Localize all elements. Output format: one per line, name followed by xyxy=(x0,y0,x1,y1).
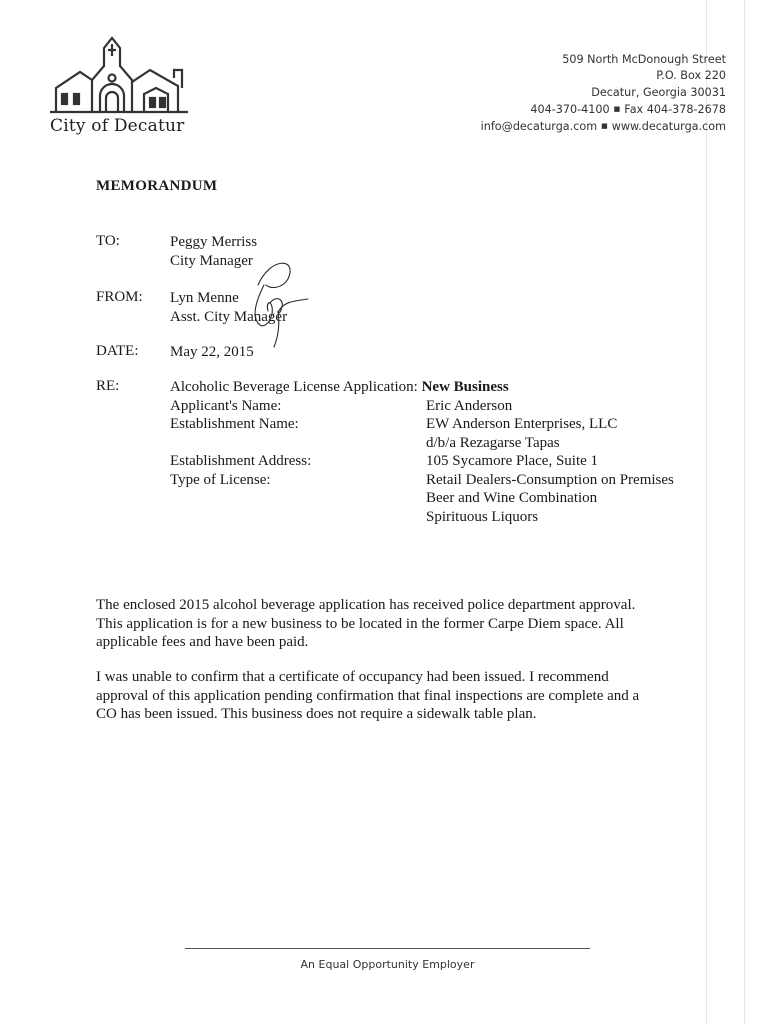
from-name: Lyn Menne xyxy=(170,290,239,306)
paragraph-line: approval of this application pending confirmation that final inspections are complete and a xyxy=(96,687,640,704)
paragraph-line: I was unable to confirm that a certificate of occupancy had been issued. I recommend xyxy=(96,669,609,685)
body-paragraph-1 xyxy=(96,596,696,652)
license-value: Retail Dealers-Consumption on Premises xyxy=(426,471,674,488)
establishment-label: Establishment Name: xyxy=(170,416,299,432)
to-name: Peggy Merriss xyxy=(170,234,258,250)
from-title: Asst. City Manager xyxy=(170,308,288,325)
paragraph-line: applicable fees and have been paid. xyxy=(96,634,309,651)
establishment-value: EW Anderson Enterprises, LLC xyxy=(426,416,618,432)
org-name: City of Decatur xyxy=(50,116,185,136)
re-subject: Alcoholic Beverage License Application: xyxy=(170,379,418,395)
to-label: TO: xyxy=(96,233,120,249)
address-line: P.O. Box 220 xyxy=(656,69,726,83)
bullet-icon: ■ xyxy=(601,122,608,131)
memo-title: MEMORANDUM xyxy=(96,178,218,194)
re-label: RE: xyxy=(96,378,120,394)
city-logo xyxy=(48,30,198,138)
license-label: Type of License: xyxy=(170,471,271,488)
from-label: FROM: xyxy=(96,289,143,305)
paragraph-line: The enclosed 2015 alcohol beverage application has received police department approval. xyxy=(96,597,636,613)
license-value: Spirituous Liquors xyxy=(426,508,539,525)
scan-artifact xyxy=(706,0,707,1024)
date-label: DATE: xyxy=(96,343,139,359)
to-title: City Manager xyxy=(170,252,253,269)
establishment-dba: d/b/a Rezagarse Tapas xyxy=(426,434,560,451)
phone-number: 404-370-4100 xyxy=(530,102,610,116)
address-line: Decatur, Georgia 30031 xyxy=(591,85,726,99)
paragraph-line: This application is for a new business to be located in the former Carpe Diem space. All xyxy=(96,615,624,632)
phone-fax-line xyxy=(481,101,726,118)
address-line: 509 North McDonough Street xyxy=(562,53,726,66)
fax-number: Fax 404-378-2678 xyxy=(624,102,726,116)
footer-text: An Equal Opportunity Employer xyxy=(300,958,475,971)
signature-icon xyxy=(240,255,320,350)
re-subject-line xyxy=(170,378,509,397)
email: info@decaturga.com xyxy=(480,120,598,134)
city-buildings-logo-icon xyxy=(48,30,198,118)
contact-line xyxy=(481,118,726,135)
footer-divider xyxy=(185,948,590,949)
date-value: May 22, 2015 xyxy=(170,344,254,360)
website: www.decaturga.com xyxy=(611,120,726,134)
applicant-value: Eric Anderson xyxy=(426,397,513,414)
address-value: 105 Sycamore Place, Suite 1 xyxy=(426,453,599,469)
bullet-icon: ■ xyxy=(613,104,621,113)
paragraph-line: CO has been issued. This business does not require a sidewalk table plan. xyxy=(96,706,537,723)
re-subject-bold: New Business xyxy=(421,379,509,395)
body-paragraph-2 xyxy=(96,668,696,724)
license-value: Beer and Wine Combination xyxy=(426,490,598,506)
letterhead-address xyxy=(481,52,726,135)
applicant-label: Applicant's Name: xyxy=(170,397,282,414)
address-label: Establishment Address: xyxy=(170,453,312,469)
scan-artifact xyxy=(744,0,745,1024)
re-field-values xyxy=(426,397,674,527)
re-field-labels xyxy=(170,397,311,490)
